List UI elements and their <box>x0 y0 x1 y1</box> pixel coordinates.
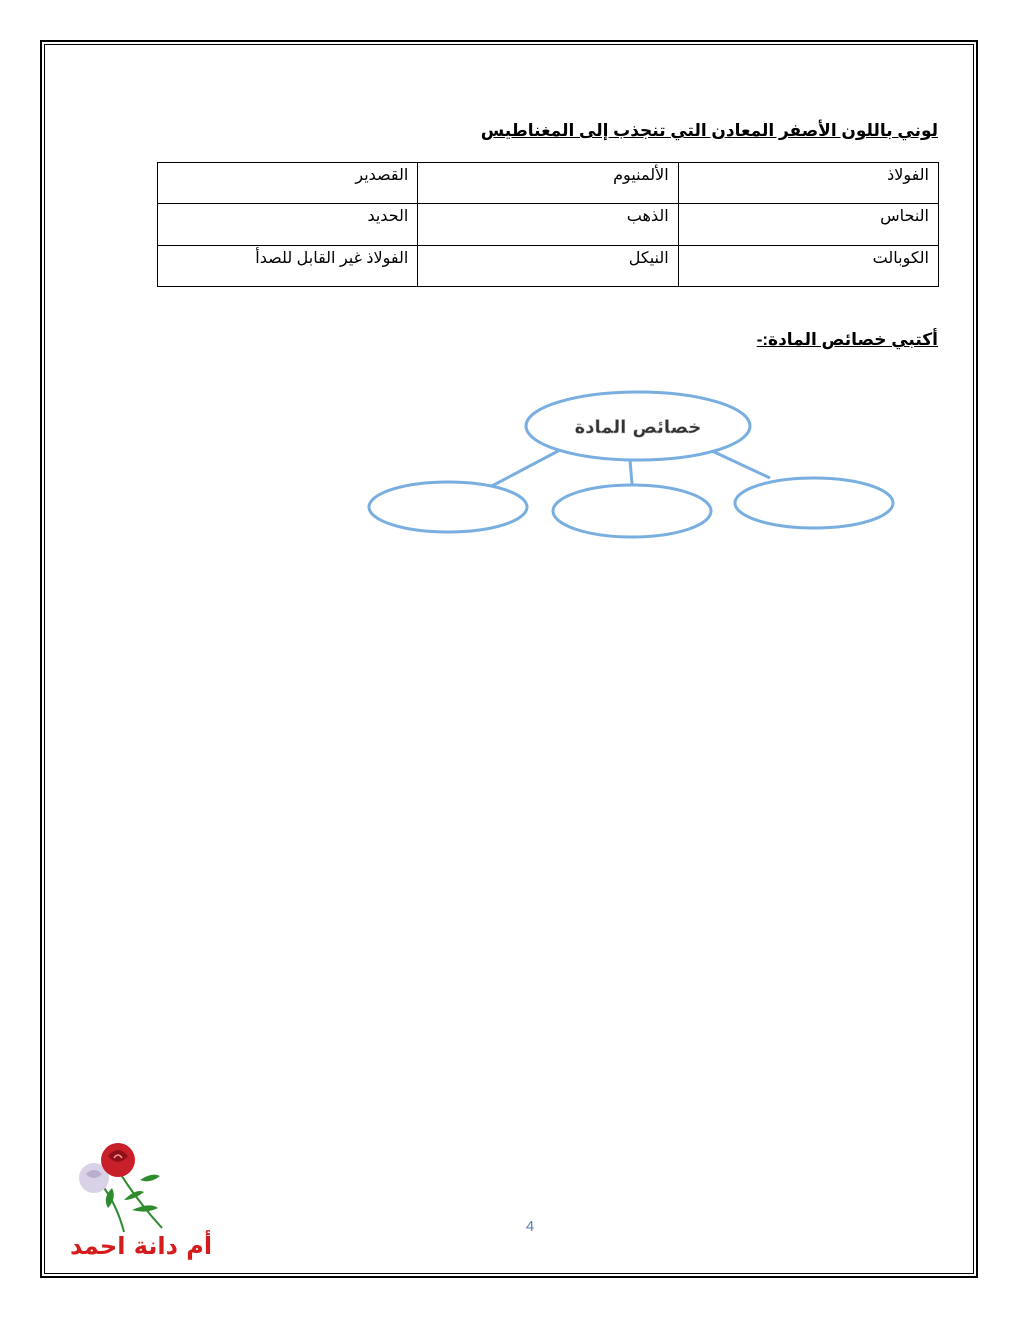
rose-logo-image <box>62 1140 172 1235</box>
magnet-metals-heading: لوني باللون الأصفر المعادن التي تنجذب إلى المغناطيس <box>480 121 938 140</box>
connector-line <box>490 450 560 487</box>
connector-line <box>710 450 770 478</box>
branch-oval-middle[interactable] <box>553 485 711 537</box>
table-cell[interactable]: الحديد <box>158 204 418 245</box>
table-cell[interactable]: النحاس <box>678 204 938 245</box>
table-row <box>158 163 939 204</box>
table-cell[interactable]: الكوبالت <box>678 245 938 286</box>
branch-oval-left[interactable] <box>369 482 527 532</box>
table-cell[interactable]: الألمنيوم <box>418 163 678 204</box>
metals-table <box>157 162 939 287</box>
concept-map <box>360 390 900 545</box>
table-cell[interactable]: الذهب <box>418 204 678 245</box>
table-cell[interactable]: القصدير <box>158 163 418 204</box>
table-cell[interactable]: النيكل <box>418 245 678 286</box>
connector-line <box>630 460 632 484</box>
table-row <box>158 204 939 245</box>
table-cell[interactable]: الفولاذ <box>678 163 938 204</box>
table-row <box>158 245 939 286</box>
center-label: خصائص المادة <box>574 417 702 438</box>
page-number: 4 <box>525 1218 535 1235</box>
matter-properties-heading: أكتبي خصائص المادة:- <box>756 330 938 349</box>
logo-text: أم دانة احمد <box>69 1232 213 1260</box>
table-cell[interactable]: الفولاذ غير القابل للصدأ <box>158 245 418 286</box>
branch-oval-right[interactable] <box>735 478 893 528</box>
